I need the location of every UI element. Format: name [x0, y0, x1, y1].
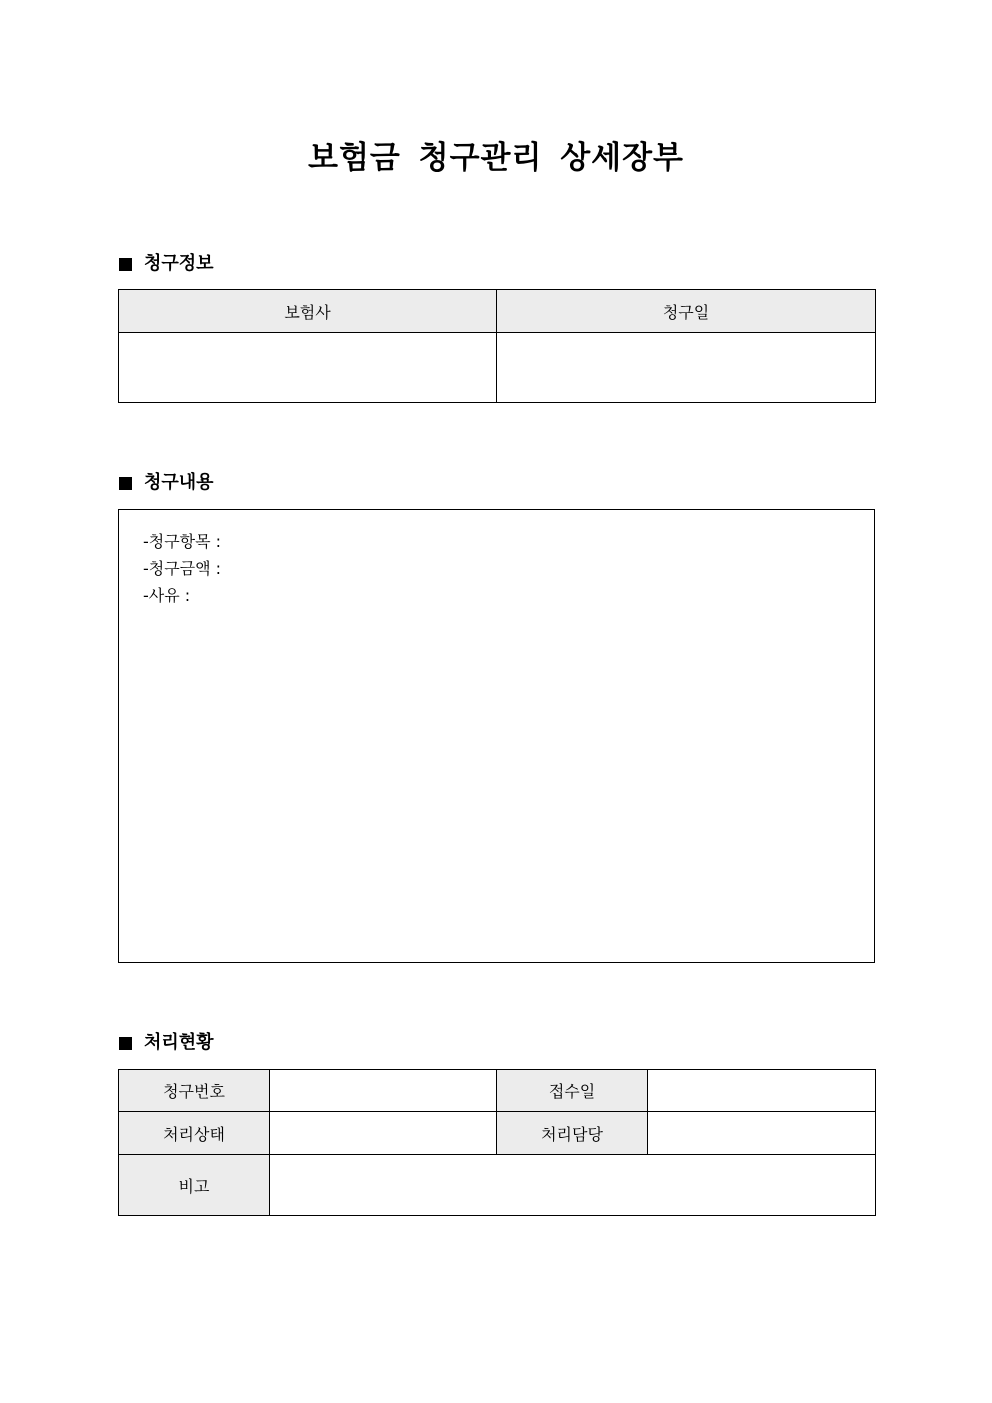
claim-number-field[interactable] [270, 1070, 497, 1112]
section-heading-claim-info [119, 252, 214, 276]
claim-content-box[interactable] [118, 509, 875, 963]
label-remarks: 비고 [119, 1155, 270, 1216]
header-claim-date: 청구일 [497, 290, 876, 333]
remarks-field[interactable] [270, 1155, 876, 1216]
label-claim-number: 청구번호 [119, 1070, 270, 1112]
claim-content-lines [143, 528, 221, 609]
square-bullet-icon [119, 477, 132, 490]
insurer-field[interactable] [119, 333, 497, 403]
received-date-field[interactable] [648, 1070, 876, 1112]
manager-field[interactable] [648, 1112, 876, 1155]
label-manager: 처리담당 [497, 1112, 648, 1155]
section-heading-label: 처리현황 [144, 1032, 214, 1053]
header-insurer: 보험사 [119, 290, 497, 333]
section-heading-label: 청구내용 [144, 472, 214, 493]
page-title: 보험금 청구관리 상세장부 [308, 140, 684, 176]
claim-date-field[interactable] [497, 333, 876, 403]
label-status: 처리상태 [119, 1112, 270, 1155]
label-received-date: 접수일 [497, 1070, 648, 1112]
claim-amount-line: -청구금액 : [143, 559, 222, 578]
section-heading-claim-content [119, 471, 214, 495]
processing-table [118, 1069, 876, 1216]
section-heading-label: 청구정보 [144, 253, 214, 274]
square-bullet-icon [119, 258, 132, 271]
status-field[interactable] [270, 1112, 497, 1155]
section-heading-processing [119, 1031, 214, 1055]
claim-info-table [118, 289, 876, 403]
square-bullet-icon [119, 1037, 132, 1050]
claim-reason-line: -사유 : [143, 586, 191, 605]
claim-item-line: -청구항목 : [143, 532, 222, 551]
